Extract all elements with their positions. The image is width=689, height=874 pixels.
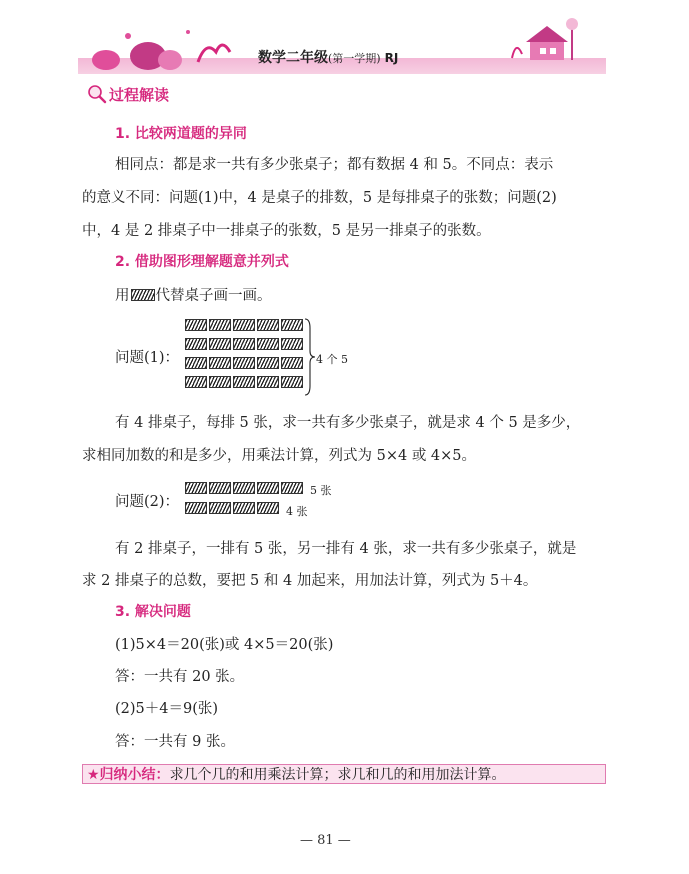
- part1-line-3: 中，4 是 2 排桌子中一排桌子的张数，5 是另一排桌子的张数。: [82, 223, 491, 239]
- desk-icon: [257, 502, 279, 514]
- desk-icon: [209, 502, 231, 514]
- desk-icon: [233, 338, 255, 350]
- desk-icon: [185, 319, 207, 331]
- q1-text-2: 求相同加数的和是多少，用乘法计算，列式为 5×4 或 4×5。: [82, 448, 477, 464]
- part3-line-3: (2)5＋4＝9(张): [115, 701, 219, 717]
- part2-intro: [115, 284, 272, 305]
- desk-icon: [185, 357, 207, 369]
- desk-icon: [185, 376, 207, 388]
- part3-heading: 3. 解决问题: [115, 604, 191, 620]
- desk-icon: [185, 482, 207, 494]
- intro-post: 代替桌子画一画。: [155, 288, 272, 304]
- desk-icon: [257, 376, 279, 388]
- q1-brace-label: 4 个 5: [316, 353, 348, 366]
- q1-text-1: 有 4 排桌子，每排 5 张，求一共有多少张桌子，就是求 4 个 5 是多少，: [115, 415, 581, 431]
- desk-icon: [233, 376, 255, 388]
- q2-row-1: [185, 482, 315, 496]
- q2-row2-label: 4 张: [286, 505, 308, 518]
- desk-icon: [281, 482, 303, 494]
- desk-icon: [257, 319, 279, 331]
- part1-line-1: 相同点：都是求一共有多少张桌子；都有数据 4 和 5。不同点：表示: [115, 157, 554, 173]
- q1-desk-grid: [185, 319, 315, 395]
- desk-icon: [209, 319, 231, 331]
- header-decoration-right: [500, 14, 590, 74]
- term-label: (第一学期): [328, 52, 381, 65]
- part3-line-4: 答：一共有 9 张。: [115, 734, 235, 750]
- desk-icon: [257, 482, 279, 494]
- q1-label: 问题(1)：: [115, 350, 180, 366]
- desk-icon: [185, 338, 207, 350]
- desk-icon: [233, 482, 255, 494]
- desk-icon: [209, 357, 231, 369]
- q2-row1-label: 5 张: [310, 484, 332, 497]
- desk-icon: [209, 482, 231, 494]
- desk-sample-icon: [131, 289, 155, 301]
- book-title: 数学二年级: [258, 50, 328, 66]
- desk-icon: [185, 502, 207, 514]
- part1-line-2: 的意义不同：问题(1)中，4 是桌子的排数，5 是每排桌子的张数；问题(2): [82, 190, 557, 206]
- desk-icon: [233, 357, 255, 369]
- desk-icon: [257, 338, 279, 350]
- part2-heading: 2. 借助图形理解题意并列式: [115, 254, 289, 270]
- section-title: 过程解读: [109, 85, 170, 104]
- desk-icon: [281, 376, 303, 388]
- desk-icon: [281, 338, 303, 350]
- desk-icon: [209, 338, 231, 350]
- page-number: — 81 —: [300, 833, 351, 848]
- desk-icon: [281, 357, 303, 369]
- summary-box: [82, 764, 606, 784]
- desk-icon: [233, 319, 255, 331]
- summary-text: 求几个几的和用乘法计算；求几和几的和用加法计算。: [169, 767, 506, 783]
- section-label: [87, 84, 169, 104]
- q1-brace: [304, 318, 316, 396]
- edition-label: RJ: [384, 51, 399, 65]
- intro-pre: 用: [115, 288, 130, 304]
- header-title: [258, 47, 398, 67]
- part3-line-2: 答：一共有 20 张。: [115, 669, 245, 685]
- summary-tag: ★归纳小结：: [87, 767, 170, 783]
- desk-icon: [257, 357, 279, 369]
- q2-text-2: 求 2 排桌子的总数，要把 5 和 4 加起来，用加法计算，列式为 5＋4。: [82, 573, 538, 589]
- part3-line-1: (1)5×4＝20(张)或 4×5＝20(张): [115, 637, 334, 653]
- desk-icon: [281, 319, 303, 331]
- header-decoration-left: [78, 22, 248, 74]
- desk-icon: [209, 376, 231, 388]
- q2-label: 问题(2)：: [115, 494, 180, 510]
- q2-text-1: 有 2 排桌子，一排有 5 张，另一排有 4 张，求一共有多少张桌子，就是: [115, 541, 577, 557]
- desk-icon: [233, 502, 255, 514]
- part1-heading: 1. 比较两道题的异同: [115, 126, 247, 142]
- magnifier-icon: [87, 84, 107, 104]
